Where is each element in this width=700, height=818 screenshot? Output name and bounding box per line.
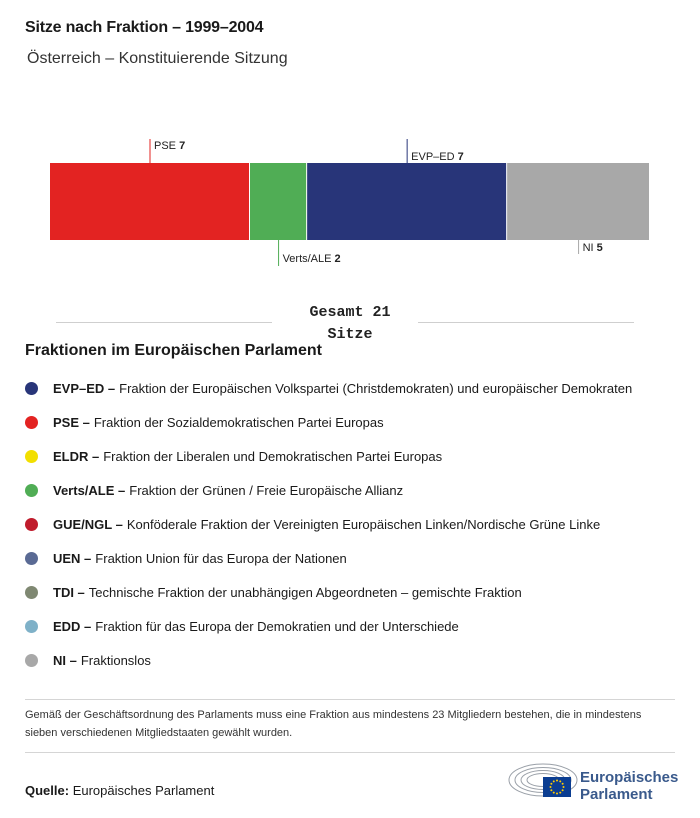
legend-item: [25, 609, 695, 643]
chart-subtitle: Österreich – Konstituierende Sitzung: [27, 50, 288, 67]
legend-color-dot: [25, 382, 38, 395]
eu-star-icon: [563, 786, 565, 788]
legend-description: Fraktionslos: [80, 652, 151, 668]
legend-color-dot: [25, 416, 38, 429]
legend-item: [25, 541, 695, 575]
legend-color-dot: [25, 518, 38, 531]
legend-item: [25, 473, 695, 507]
eu-flag-icon: [543, 777, 571, 797]
data-label-ni: NI 5: [582, 242, 603, 254]
legend-abbreviation: PSE –: [53, 414, 90, 430]
eu-star-icon: [556, 793, 558, 795]
legend-description: Fraktion der Liberalen und Demokratischen Partei Europas: [103, 448, 443, 464]
legend-heading: Fraktionen im Europäischen Parlament: [25, 342, 322, 359]
eu-star-icon: [559, 792, 561, 794]
logo-text-line2: Parlament: [580, 786, 653, 803]
legend-description: Fraktion der Grünen / Freie Europäische Allianz: [129, 482, 404, 498]
legend-description: Fraktion Union für das Europa der Nationen: [95, 550, 347, 566]
legend-color-dot: [25, 552, 38, 565]
legend-description: Konföderale Fraktion der Vereinigten Europäischen Linken/Nordische Grüne Linke: [126, 516, 601, 532]
european-parliament-logo: [505, 760, 680, 810]
legend-description: Fraktion der Sozialdemokratischen Partei Europas: [93, 414, 384, 430]
legend-item: [25, 439, 695, 473]
legend-abbreviation: Verts/ALE –: [53, 482, 126, 498]
total-divider-left: [56, 322, 272, 323]
total-seats-count: Gesamt 21: [309, 304, 391, 321]
footnote: Gemäß der Geschäftsordnung des Parlaments muss eine Fraktion aus mindestens 23 Mitgliedern bestehen, die in mindestens sieben verschiedenen Mitgliedstaaten gewählt wurden.: [25, 709, 642, 739]
legend-abbreviation: ELDR –: [53, 448, 100, 464]
legend-item: [25, 575, 695, 609]
legend-abbreviation: UEN –: [53, 550, 92, 566]
legend-abbreviation: EVP–ED –: [53, 380, 116, 396]
divider-bottom: [25, 752, 675, 753]
chart-title: Sitze nach Fraktion – 1999–2004: [25, 19, 264, 36]
legend-abbreviation: NI –: [53, 652, 77, 668]
data-label-evp-ed: EVP–ED 7: [411, 151, 464, 163]
seat-bar-chart: [0, 130, 700, 270]
legend-item: [25, 371, 695, 405]
eu-star-icon: [553, 792, 555, 794]
eu-star-icon: [550, 786, 552, 788]
divider-top: [25, 699, 675, 700]
data-label-verts-ale: Verts/ALE 2: [282, 253, 341, 265]
bar-segment-pse: [50, 163, 249, 240]
legend-description: Fraktion für das Europa der Demokratien und der Unterschiede: [95, 618, 459, 634]
source-line: [25, 783, 214, 798]
total-divider-right: [418, 322, 634, 323]
legend-color-dot: [25, 654, 38, 667]
eu-star-icon: [562, 783, 564, 785]
legend-color-dot: [25, 450, 38, 463]
eu-star-icon: [550, 789, 552, 791]
eu-star-icon: [553, 780, 555, 782]
eu-star-icon: [562, 789, 564, 791]
legend-item: [25, 643, 695, 677]
total-seats-unit: Sitze: [327, 326, 373, 343]
legend-description: Fraktion der Europäischen Volkspartei (Christdemokraten) und europäischer Demokraten: [119, 380, 633, 396]
eu-star-icon: [559, 780, 561, 782]
legend-color-dot: [25, 586, 38, 599]
eu-star-icon: [556, 780, 558, 782]
bar-segment-evp-ed: [307, 163, 506, 240]
source-label: Quelle:: [25, 783, 70, 798]
legend-abbreviation: GUE/NGL –: [53, 516, 123, 532]
logo-text-line1: Europäisches: [580, 769, 679, 786]
bar-segment-verts-ale: [250, 163, 306, 240]
bar-segment-ni: [507, 163, 649, 240]
legend-item: [25, 507, 695, 541]
data-label-pse: PSE 7: [154, 140, 186, 152]
source-text: Europäisches Parlament: [72, 783, 215, 798]
total-seats: [270, 302, 430, 346]
legend-color-dot: [25, 620, 38, 633]
legend-item: [25, 405, 695, 439]
eu-star-icon: [550, 783, 552, 785]
group-legend: [25, 371, 695, 677]
legend-abbreviation: EDD –: [53, 618, 92, 634]
legend-abbreviation: TDI –: [53, 584, 85, 600]
legend-description: Technische Fraktion der unabhängigen Abgeordneten – gemischte Fraktion: [88, 584, 522, 600]
legend-color-dot: [25, 484, 38, 497]
